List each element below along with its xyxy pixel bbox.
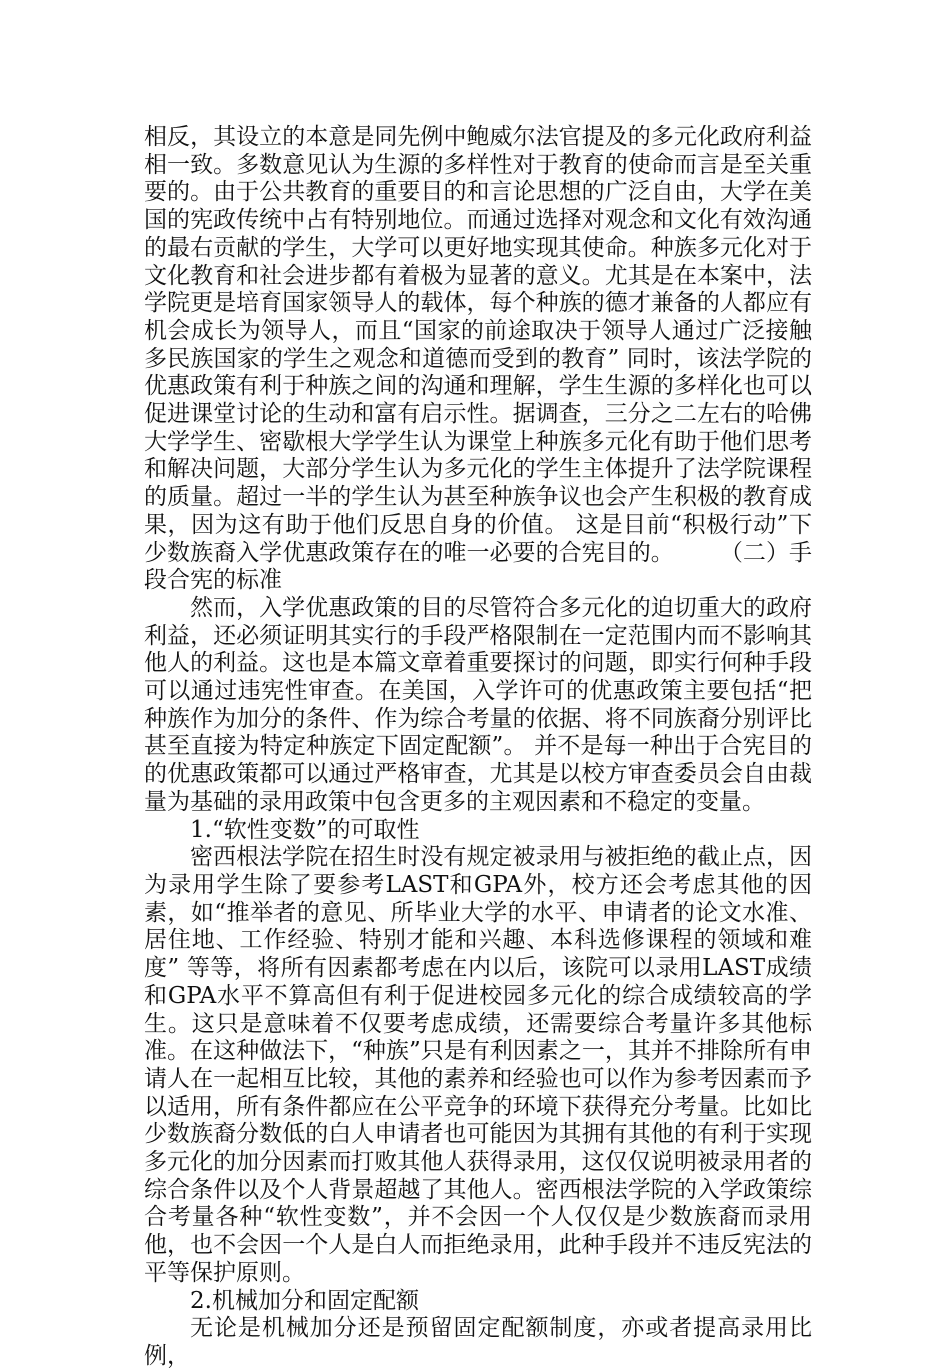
paragraph-mechanical-points: 无论是机械加分还是预留固定配额制度，亦或者提高录用比例， — [144, 1315, 812, 1369]
paragraph-soft-variables: 密西根法学院在招生时没有规定被录用与被拒绝的截止点，因为录用学生除了要参考LAST和GPA外，校方还会考虑其他的因素，如“推举者的意见、所毕业大学的水平、申请者的论文水准、居住地、工作经验、特别才能和兴趣、本科选修课程的领域和难度” 等等，将所有因素都考虑在内以后，该院可以录用LAST成绩和GPA水平不算高但有利于促进校园多元化的综合成绩较高的学生。这只是意味着不仅要考虑成绩，还需要综合考量许多其他标准。在这种做法下，“种族”只是有利因素之一，其并不排除所有申请人在一起相互比较，其他的素养和经验也可以作为参考因素而予以适用，所有条件都应在公平竞争的环境下获得充分考量。比如比少数族裔分数低的白人申请者也可能因为其拥有其他的有利于实现多元化的加分因素而打败其他人获得录用，这仅仅说明被录用者的综合条件以及个人背景超越了其他人。密西根法学院的入学政策综合考量各种“软性变数”，并不会因一个人仅仅是少数族裔而录用他，也不会因一个人是白人而拒绝录用，此种手段并不违反宪法的平等保护原则。 — [144, 844, 812, 1286]
document-page — [144, 124, 812, 1371]
section-heading-soft-variables: 1.“软性变数”的可取性 — [190, 816, 420, 843]
paragraph-intro: 相反，其设立的本意是同先例中鲍威尔法官提及的多元化政府利益相一致。多数意见认为生源的多样性对于教育的使命而言是至关重要的。由于公共教育的重要目的和言论思想的广泛自由，大学在美国的宪政传统中占有特别地位。而通过选择对观念和文化有效沟通的最右贡献的学生，大学可以更好地实现其使命。种族多元化对于文化教育和社会进步都有着极为显著的意义。尤其是在本案中，法学院更是培育国家领导人的载体，每个种族的德才兼备的人都应有机会成长为领导人，而且“国家的前途取决于领导人通过广泛接触多民族国家的学生之观念和道德而受到的教育” 同时，该法学院的优惠政策有利于种族之间的沟通和理解，学生生源的多样化也可以促进课堂讨论的生动和富有启示性。据调查，三分之二左右的哈佛大学学生、密歇根大学学生认为课堂上种族多元化有助于他们思考和解决问题，大部分学生认为多元化的学生主体提升了法学院课程的质量。超过一半的学生认为甚至种族争议也会产生积极的教育成果，因为这有助于他们反思自身的价值。 这是目前“积极行动”下少数族裔入学优惠政策存在的唯一必要的合宪目的。 （二）手段合宪的标准 — [144, 124, 812, 594]
section-heading-mechanical-points: 2.机械加分和固定配额 — [190, 1287, 419, 1314]
paragraph-means-standard: 然而，入学优惠政策的目的尽管符合多元化的迫切重大的政府利益，还必须证明其实行的手段严格限制在一定范围内而不影响其他人的利益。这也是本篇文章着重要探讨的问题，即实行何种手段可以通过违宪性审查。在美国，入学许可的优惠政策主要包括“把种族作为加分的条件、作为综合考量的依据、将不同族裔分别评比甚至直接为特定种族定下固定配额”。 并不是每一种出于合宪目的的优惠政策都可以通过严格审查，尤其是以校方审查委员会自由裁量为基础的录用政策中包含更多的主观因素和不稳定的变量。 — [144, 594, 812, 815]
